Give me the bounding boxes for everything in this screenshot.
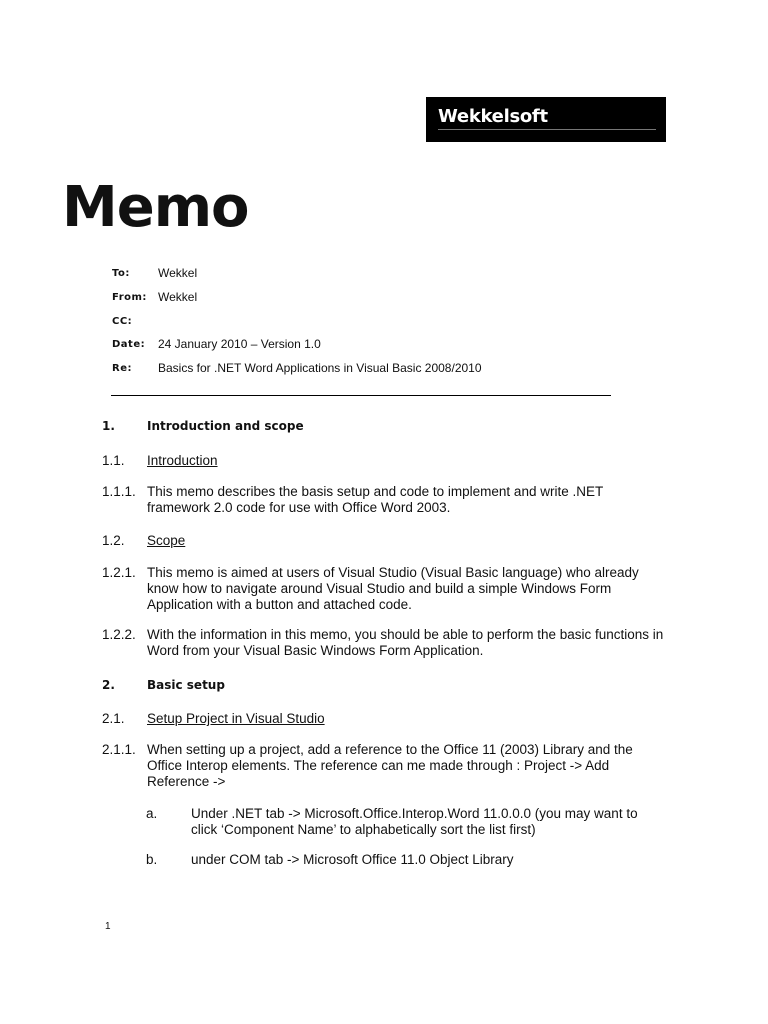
para-number: 2.1. (102, 711, 125, 726)
list-marker: b. (146, 852, 158, 867)
section-title: Introduction and scope (147, 419, 304, 433)
header-label: Re: (112, 363, 132, 374)
header-label: CC: (112, 316, 133, 327)
para-number: 1.1.1. (102, 484, 136, 499)
para-number: 1.1. (102, 453, 125, 468)
para-number: 2.1.1. (102, 742, 136, 757)
subsection-title: Setup Project in Visual Studio (147, 711, 325, 726)
header-label: To: (112, 268, 130, 279)
para-number: 1.2.2. (102, 627, 136, 642)
header-label: Date: (112, 339, 146, 350)
memo-title: Memo (62, 175, 249, 240)
company-logo (426, 97, 666, 142)
para-text: With the information in this memo, you should be able to perform the basic functions in Word from your Visual Basic Windows Form Application. (147, 627, 664, 658)
list-marker: a. (146, 806, 158, 821)
list-item-text: Under .NET tab -> Microsoft.Office.Interop.Word 11.0.0.0 (you may want to click ‘Component Name’ to alphabetically sort the list first) (191, 806, 638, 837)
header-divider (111, 395, 611, 396)
page-number: 1 (105, 921, 111, 932)
logo-underline (438, 129, 656, 130)
list-item-text: under COM tab -> Microsoft Office 11.0 Object Library (191, 852, 514, 867)
section-number: 2. (102, 678, 115, 692)
para-text: This memo describes the basis setup and code to implement and write .NET framework 2.0 code for use with Office Word 2003. (147, 484, 603, 515)
header-value: Wekkel (158, 290, 198, 304)
para-number: 1.2.1. (102, 565, 136, 580)
header-value: 24 January 2010 – Version 1.0 (158, 337, 321, 351)
header-value: Basics for .NET Word Applications in Visual Basic 2008/2010 (158, 361, 482, 375)
section-title: Basic setup (147, 678, 225, 692)
header-value: Wekkel (158, 266, 198, 280)
section-number: 1. (102, 419, 115, 433)
header-label: From: (112, 292, 147, 303)
subsection-title: Scope (147, 533, 186, 548)
para-number: 1.2. (102, 533, 125, 548)
subsection-title: Introduction (147, 453, 218, 468)
para-text: When setting up a project, add a reference to the Office 11 (2003) Library and the Office Interop elements. The reference can me made through : Project -> Add Reference -> (147, 742, 633, 789)
para-text: This memo is aimed at users of Visual Studio (Visual Basic language) who already know how to navigate around Visual Studio and build a simple Windows Form Application with a button and attached code. (147, 565, 639, 612)
logo-text: Wekkelsoft (438, 106, 548, 127)
